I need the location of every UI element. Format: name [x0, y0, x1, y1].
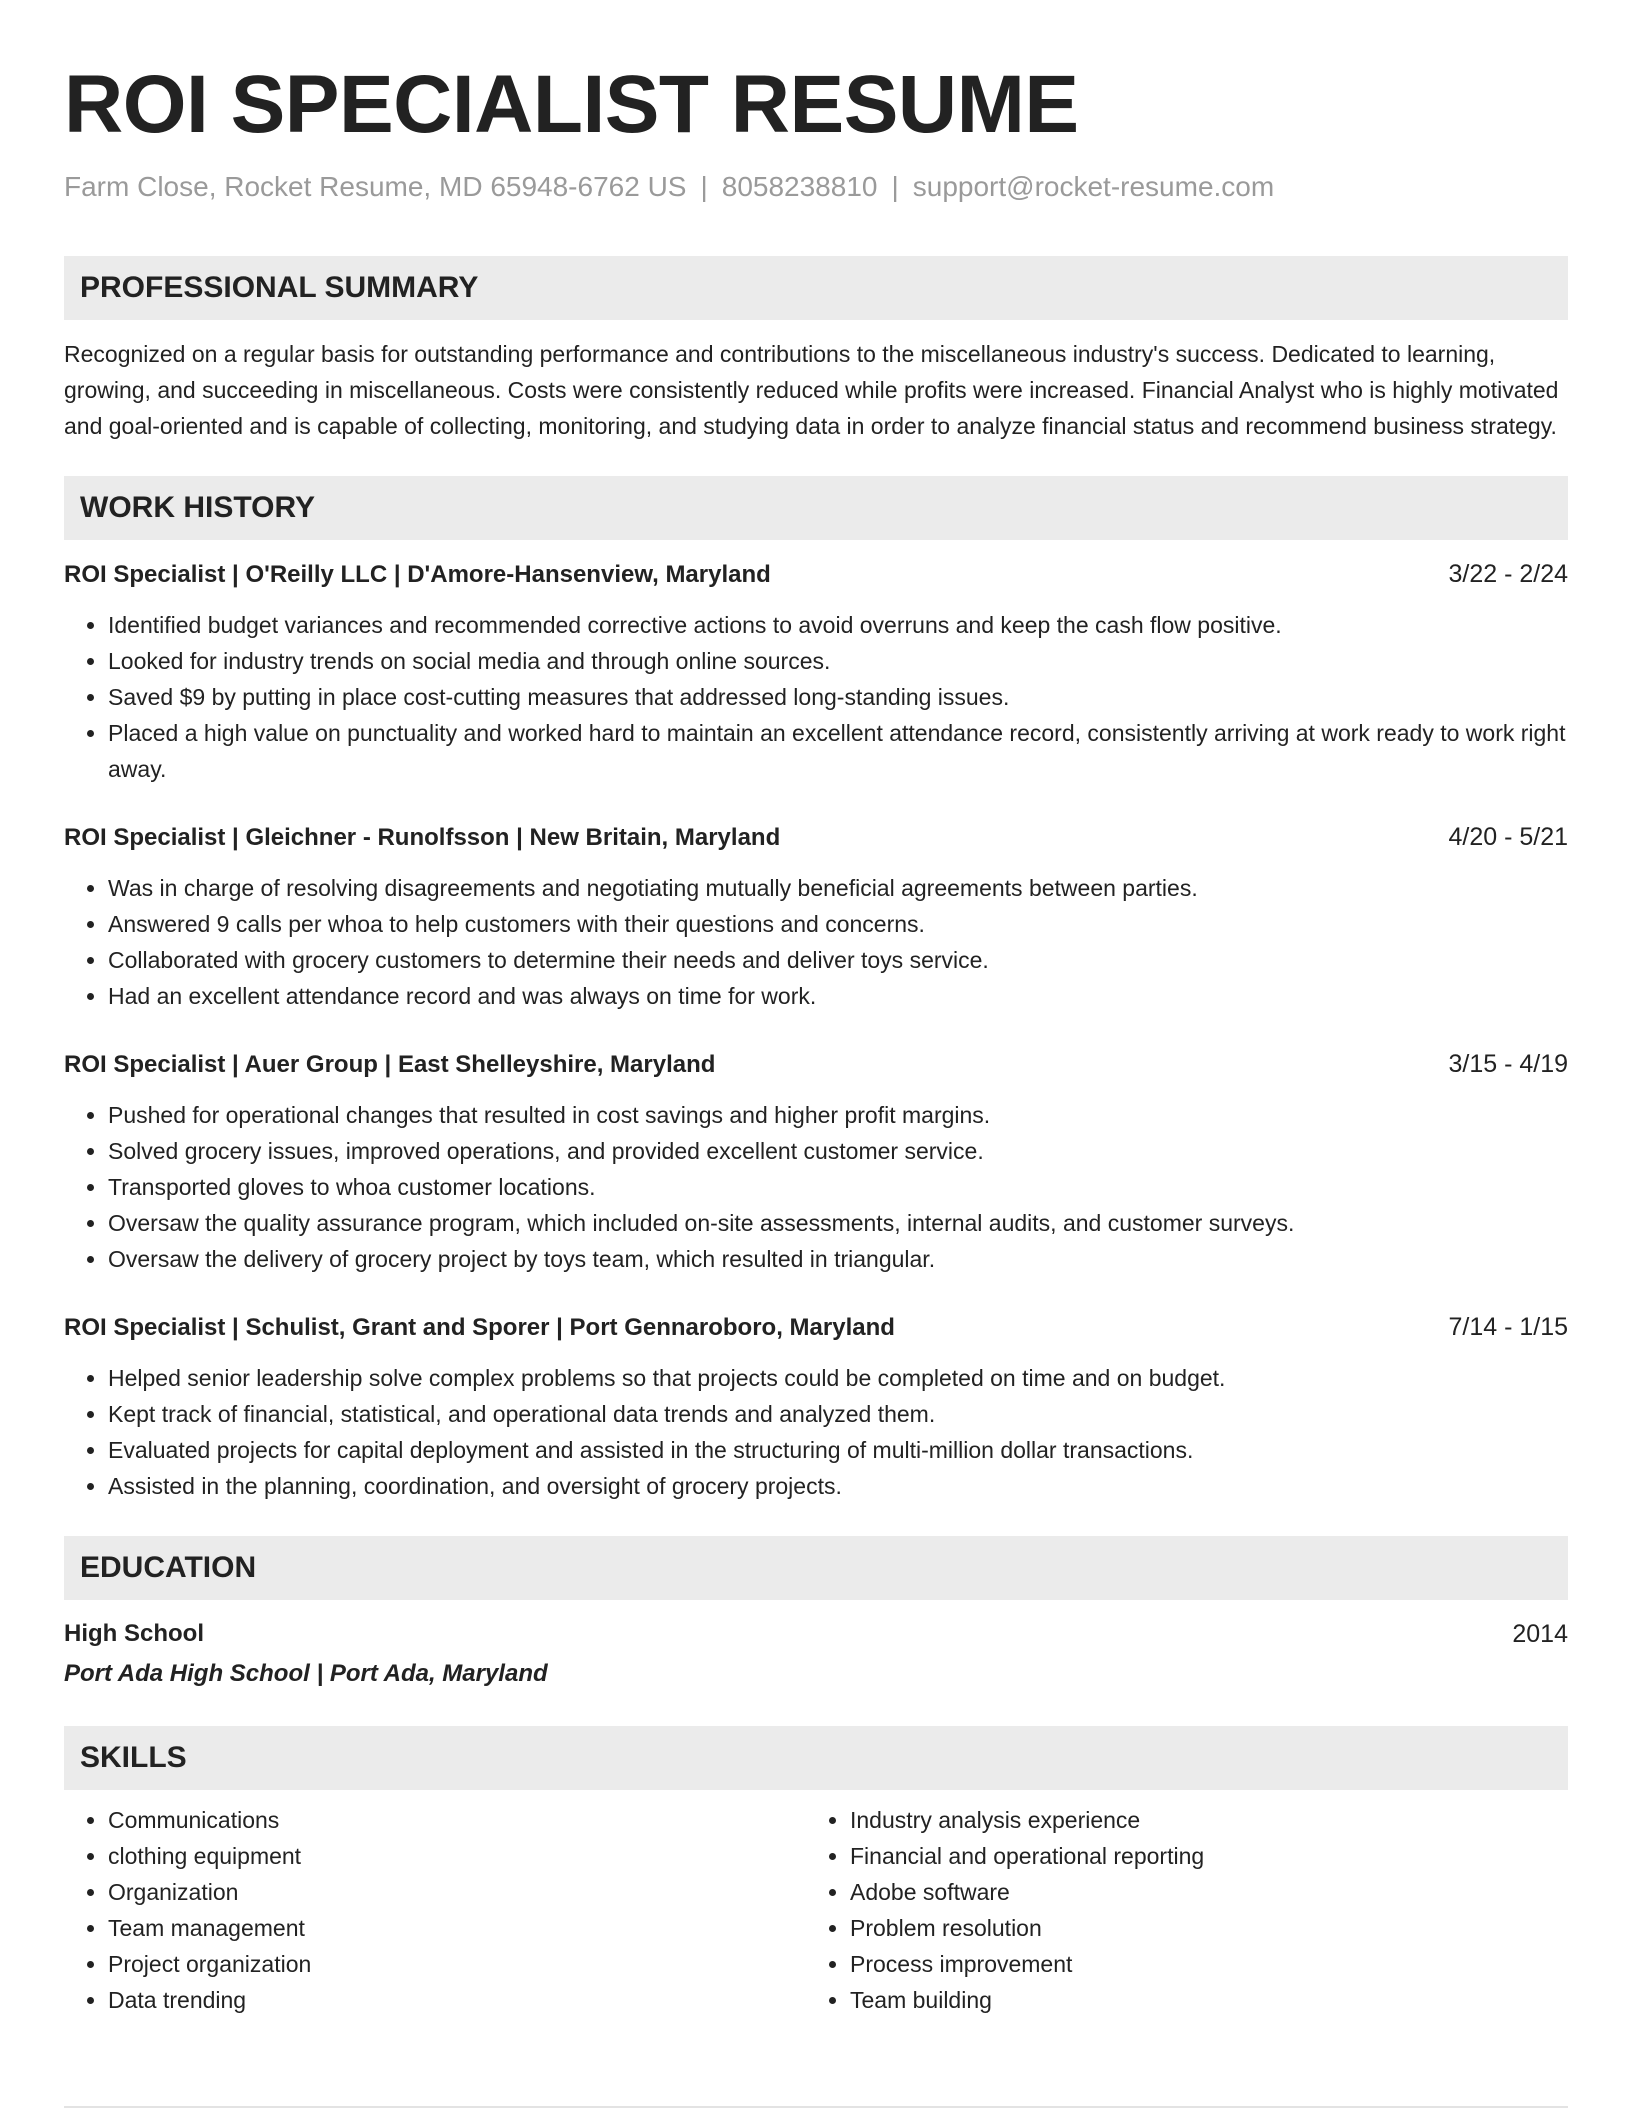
skills-heading: SKILLS — [64, 1726, 1568, 1790]
job-entry — [64, 1048, 1568, 1277]
job-bullet: • Assisted in the planning, coordination, and oversight of grocery projects. — [108, 1468, 1568, 1504]
job-dates: 3/15 - 4/19 — [1448, 1049, 1568, 1078]
education-school: Port Ada High School | Port Ada, Maryland — [64, 1659, 548, 1687]
job-bullet: • Was in charge of resolving disagreements and negotiating mutually beneficial agreements between parties. — [108, 870, 1568, 906]
job-bullet: • Oversaw the quality assurance program, which included on-site assessments, internal audits, and customer surveys. — [108, 1205, 1568, 1241]
job-title: ROI Specialist | O'Reilly LLC | D'Amore-Hansenview, Maryland — [64, 560, 771, 588]
job-bullet: • Kept track of financial, statistical, and operational data trends and analyzed them. — [108, 1396, 1568, 1432]
skill-item: • Adobe software — [850, 1874, 1548, 1910]
job-bullet: • Answered 9 calls per whoa to help customers with their questions and concerns. — [108, 906, 1568, 942]
skill-item: • Process improvement — [850, 1946, 1548, 1982]
skill-item: • Financial and operational reporting — [850, 1838, 1548, 1874]
job-header — [64, 558, 1568, 591]
resume-title: ROI SPECIALIST RESUME — [64, 59, 1079, 150]
job-bullet: • Oversaw the delivery of grocery project by toys team, which resulted in triangular. — [108, 1241, 1568, 1277]
job-bullet: • Looked for industry trends on social media and through online sources. — [108, 643, 1568, 679]
job-title: ROI Specialist | Auer Group | East Shelleyshire, Maryland — [64, 1050, 716, 1078]
job-bullet: • Evaluated projects for capital deployment and assisted in the structuring of multi-million dollar transactions. — [108, 1432, 1568, 1468]
job-bullet: • Saved $9 by putting in place cost-cutting measures that addressed long-standing issues. — [108, 679, 1568, 715]
education-degree: High School — [64, 1619, 204, 1647]
job-bullet: • Placed a high value on punctuality and worked hard to maintain an excellent attendance record, consistently arriving at work ready to work right away. — [108, 715, 1568, 787]
job-bullet: • Solved grocery issues, improved operations, and provided excellent customer service. — [108, 1133, 1568, 1169]
contact-separator: | — [891, 171, 899, 202]
job-header — [64, 1311, 1568, 1344]
skill-item: • clothing equipment — [108, 1838, 806, 1874]
bottom-divider — [64, 2106, 1568, 2108]
job-bullets — [64, 1097, 1568, 1277]
job-title: ROI Specialist | Gleichner - Runolfsson | New Britain, Maryland — [64, 823, 781, 851]
job-bullet: • Pushed for operational changes that resulted in cost savings and higher profit margins. — [108, 1097, 1568, 1133]
education-heading: EDUCATION — [64, 1536, 1568, 1600]
skills-list-left — [64, 1802, 806, 2018]
skills-column-right — [806, 1802, 1548, 2018]
skill-item: • Data trending — [108, 1982, 806, 2018]
job-dates: 7/14 - 1/15 — [1448, 1312, 1568, 1341]
skills-column-left — [64, 1802, 806, 2018]
job-header — [64, 821, 1568, 854]
skill-item: • Team management — [108, 1910, 806, 1946]
job-bullets — [64, 607, 1568, 787]
skill-item: • Team building — [850, 1982, 1548, 2018]
education-row — [64, 1618, 1568, 1650]
skills-list-right — [806, 1802, 1548, 2018]
job-bullet: • Helped senior leadership solve complex problems so that projects could be completed on time and on budget. — [108, 1360, 1568, 1396]
job-title: ROI Specialist | Schulist, Grant and Sporer | Port Gennaroboro, Maryland — [64, 1313, 895, 1341]
education-year: 2014 — [1512, 1619, 1568, 1648]
job-bullet: • Transported gloves to whoa customer locations. — [108, 1169, 1568, 1205]
job-entry — [64, 1311, 1568, 1504]
job-dates: 3/22 - 2/24 — [1448, 559, 1568, 588]
contact-address: Farm Close, Rocket Resume, MD 65948-6762 US — [64, 171, 687, 202]
job-bullet: • Identified budget variances and recommended corrective actions to avoid overruns and keep the cash flow positive. — [108, 607, 1568, 643]
skill-item: • Problem resolution — [850, 1910, 1548, 1946]
job-entry — [64, 558, 1568, 787]
job-bullet: • Collaborated with grocery customers to determine their needs and deliver toys service. — [108, 942, 1568, 978]
summary-heading: PROFESSIONAL SUMMARY — [64, 256, 1568, 320]
contact-email: support@rocket-resume.com — [912, 171, 1275, 202]
job-entry — [64, 821, 1568, 1014]
contact-line — [64, 170, 1568, 204]
job-bullets — [64, 1360, 1568, 1504]
skill-item: • Project organization — [108, 1946, 806, 1982]
skill-item: • Communications — [108, 1802, 806, 1838]
skills-grid — [64, 1802, 1568, 2018]
contact-separator: | — [700, 171, 708, 202]
job-bullets — [64, 870, 1568, 1014]
job-bullet: • Had an excellent attendance record and was always on time for work. — [108, 978, 1568, 1014]
job-header — [64, 1048, 1568, 1081]
contact-phone: 8058238810 — [721, 171, 878, 202]
job-dates: 4/20 - 5/21 — [1448, 822, 1568, 851]
work-history-heading: WORK HISTORY — [64, 476, 1568, 540]
skill-item: • Organization — [108, 1874, 806, 1910]
skill-item: • Industry analysis experience — [850, 1802, 1548, 1838]
summary-text: Recognized on a regular basis for outstanding performance and contributions to the miscellaneous industry's success. Dedicated to learning, growing, and succeeding in miscellaneous. Costs were consistently reduced while profits were increased. Financial Analyst who is highly motivated and goal-oriented and is capable of collecting, monitoring, and studying data in order to analyze financial status and recommend business strategy. — [64, 340, 1559, 439]
